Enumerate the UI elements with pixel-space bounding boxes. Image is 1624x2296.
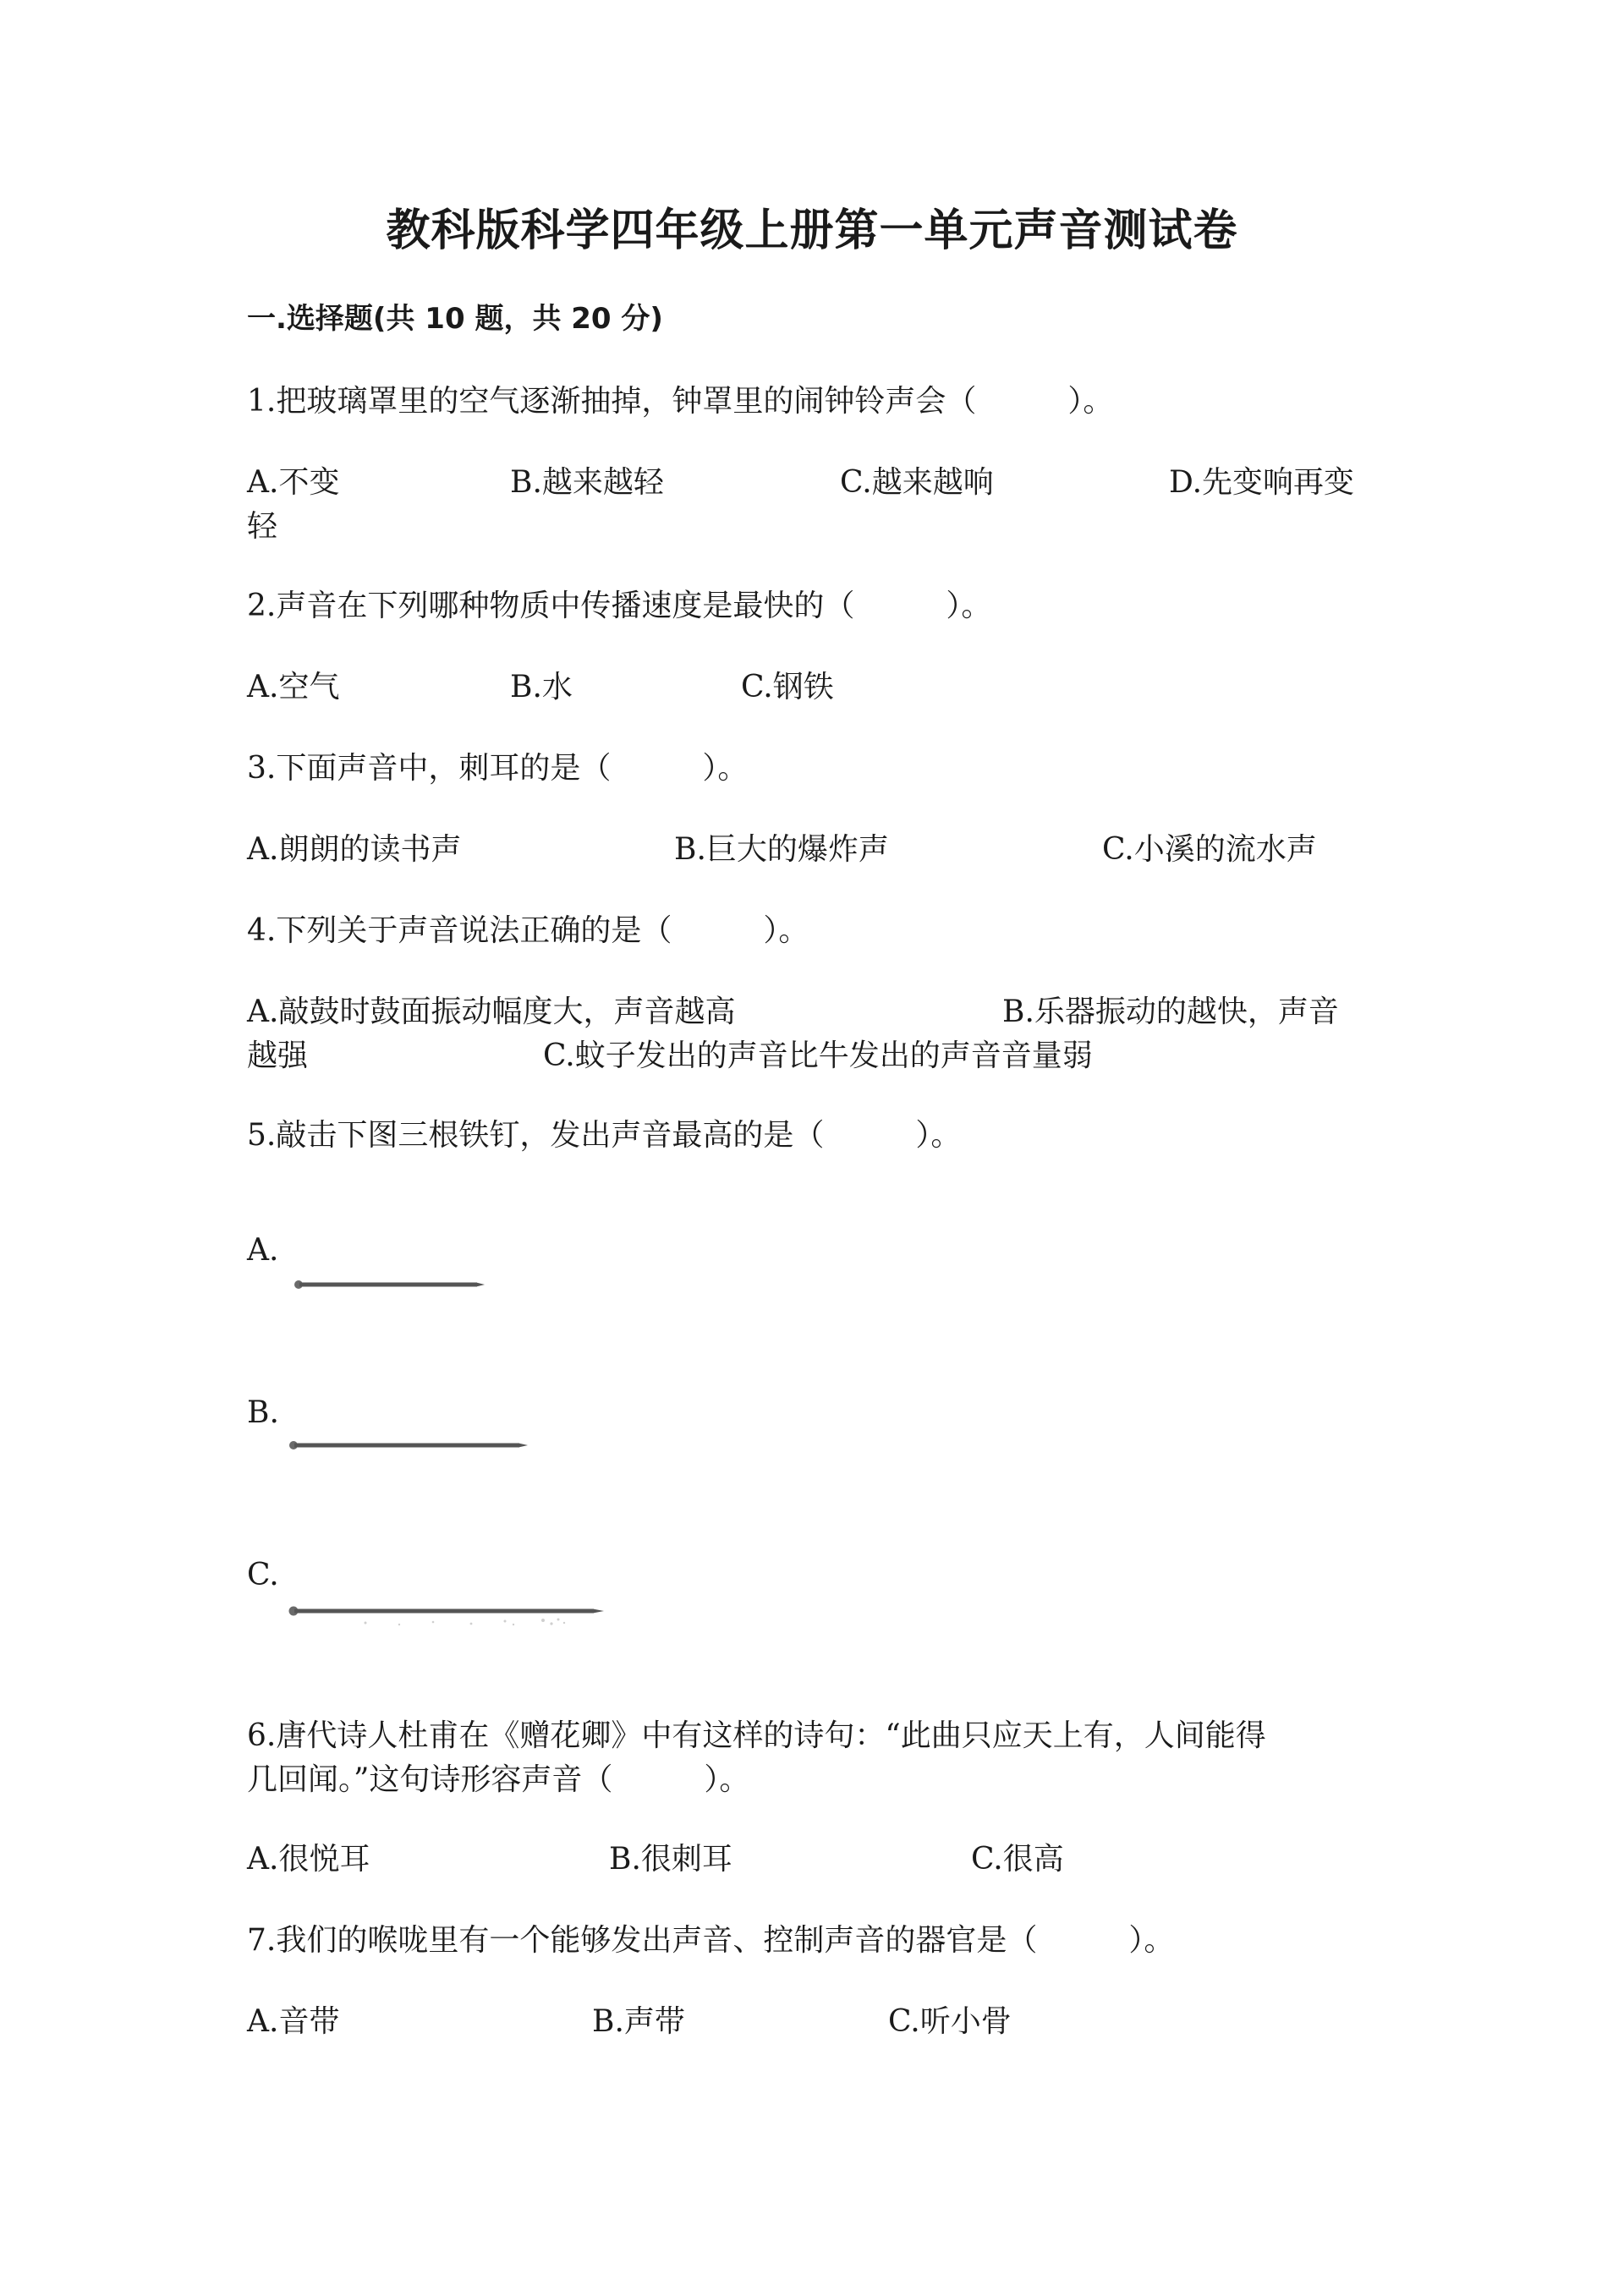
question-4-option-b: B.乐器振动的越快，声音: [1002, 995, 1339, 1029]
question-5-option-c: C.: [247, 1558, 279, 1592]
nail-c-image: [289, 1606, 604, 1616]
question-1-option-d-continued: 轻: [247, 509, 278, 544]
nail-a-image: [294, 1280, 485, 1290]
question-6-option-a: A.很悦耳: [247, 1842, 370, 1877]
question-6-option-c: C.很高: [971, 1842, 1064, 1877]
question-6-stem-line-2: 几回闻。”这句诗形容声音（ ）。: [247, 1762, 750, 1797]
question-3-option-b: B.巨大的爆炸声: [674, 832, 889, 867]
question-7-stem: 7.我们的喉咙里有一个能够发出声音、控制声音的器官是（ ）。: [247, 1923, 1175, 1958]
question-1-option-b: B.越来越轻: [510, 465, 664, 500]
question-6-stem-line-1: 6.唐代诗人杜甫在《赠花卿》中有这样的诗句：“此曲只应天上有，人间能得: [247, 1718, 1266, 1753]
question-1-stem: 1.把玻璃罩里的空气逐渐抽掉，钟罩里的闹钟铃声会（ ）。: [247, 384, 1114, 419]
section-heading: 一.选择题(共 10 题，共 20 分): [247, 302, 663, 336]
question-7-option-c: C.听小骨: [888, 2004, 1012, 2039]
question-4-stem: 4.下列关于声音说法正确的是（ ）。: [247, 913, 809, 948]
question-7-option-a: A.音带: [247, 2004, 340, 2039]
question-3-option-a: A.朗朗的读书声: [247, 832, 462, 867]
question-1-option-a: A.不变: [247, 465, 340, 500]
question-2-stem: 2.声音在下列哪种物质中传播速度是最快的（ ）。: [247, 589, 992, 623]
question-1-option-c: C.越来越响: [840, 465, 994, 500]
question-7-option-b: B.声带: [592, 2004, 685, 2039]
question-1-option-d: D.先变响再变: [1169, 465, 1355, 500]
question-3-option-c: C.小溪的流水声: [1102, 832, 1317, 867]
question-3-stem: 3.下面声音中，刺耳的是（ ）。: [247, 751, 749, 786]
question-4-option-c: C.蚊子发出的声音比牛发出的声音音量弱: [543, 1038, 1093, 1073]
question-2-option-a: A.空气: [247, 670, 340, 704]
page-title: 教科版科学四年级上册第一单元声音测试卷: [386, 205, 1238, 256]
question-5-option-a: A.: [247, 1233, 279, 1268]
question-5-stem: 5.敲击下图三根铁钉，发出声音最高的是（ ）。: [247, 1118, 962, 1153]
question-5-option-b: B.: [247, 1395, 279, 1430]
question-6-option-b: B.很刺耳: [609, 1842, 732, 1877]
question-2-option-c: C.钢铁: [741, 670, 834, 704]
question-2-option-b: B.水: [510, 670, 573, 704]
question-4-option-a: A.敲鼓时鼓面振动幅度大，声音越高: [247, 995, 736, 1029]
nail-b-image: [289, 1440, 528, 1450]
question-4-option-b-continued: 越强: [247, 1038, 309, 1073]
